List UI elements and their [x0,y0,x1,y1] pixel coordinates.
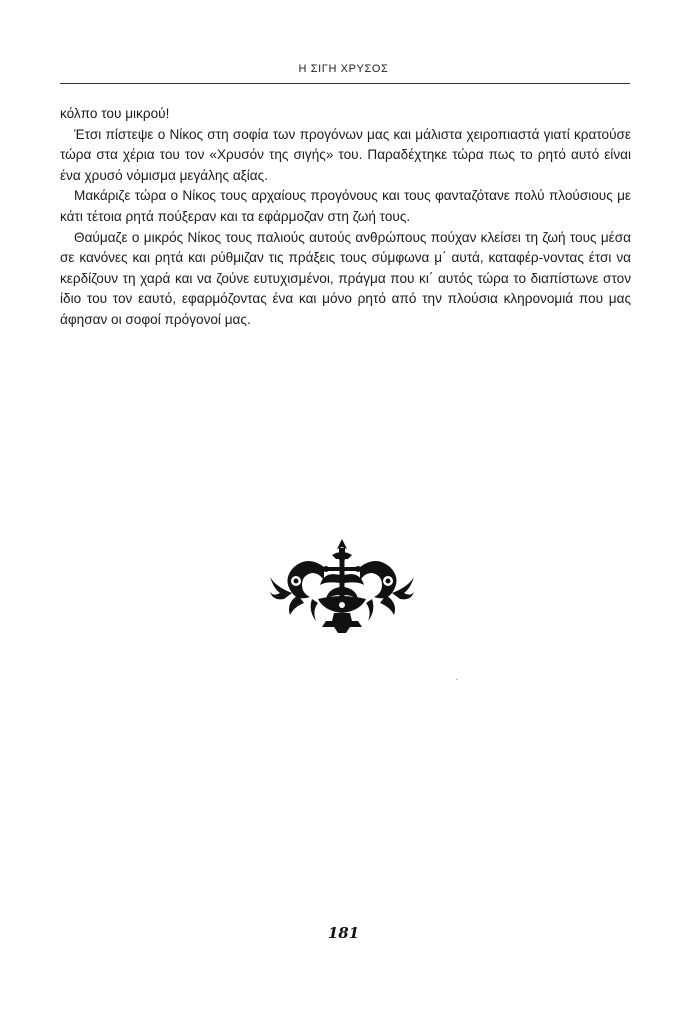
running-header: Η ΣΙΓΗ ΧΡΥΣΟΣ [298,63,389,75]
page-number: 181 [327,924,360,942]
header-rule [60,83,630,84]
paragraph-4: Θαύμαζε ο μικρός Νίκος τους παλιούς αυτούς ανθρώπους πούχαν κλείσει τη ζωή τους μέσα σε κανόνες και ρητά και ρύθμιζαν τις πράξεις τους σύμφωνα μ΄ αυτά, καταφέρ-νοντας έτσι να κερδίζουν τη χαρά και να ζούνε ευτυχισμένοι, πράγμα που κι΄ αυτός τώρα το διαπίστωνε στον ίδιο του τον εαυτό, εφαρμόζοντας ένα και μόνο ρητό από την πλούσια κληρονομιά που μας άφησαν οι σοφοί πρόγονοί μας. [60,229,631,327]
body-text [60,104,631,331]
fleuron-ornament-icon [268,537,416,635]
paragraph-3: Μακάριζε τώρα ο Νίκος τους αρχαίους προγόνους και τους φανταζότανε πολύ πλούσιους με κάτι τέτοια ρητά πούξεραν και τα εφάρμοζαν στη ζωή τους. [60,188,631,224]
paragraph-2: Έτσι πίστεψε ο Νίκος στη σοφία των προγόνων μας και μάλιστα χειροπιαστά γιατί κρατούσε τώρα στα χέρια του τον «Χρυσόν της σιγής» του. Παραδέχτηκε τώρα πως το ρητό αυτό είναι ένα χρυσό νόμισμα μεγάλης αξίας. [60,126,631,183]
scan-speck [456,679,458,680]
paragraph-1: κόλπο του μικρού! [60,106,170,121]
